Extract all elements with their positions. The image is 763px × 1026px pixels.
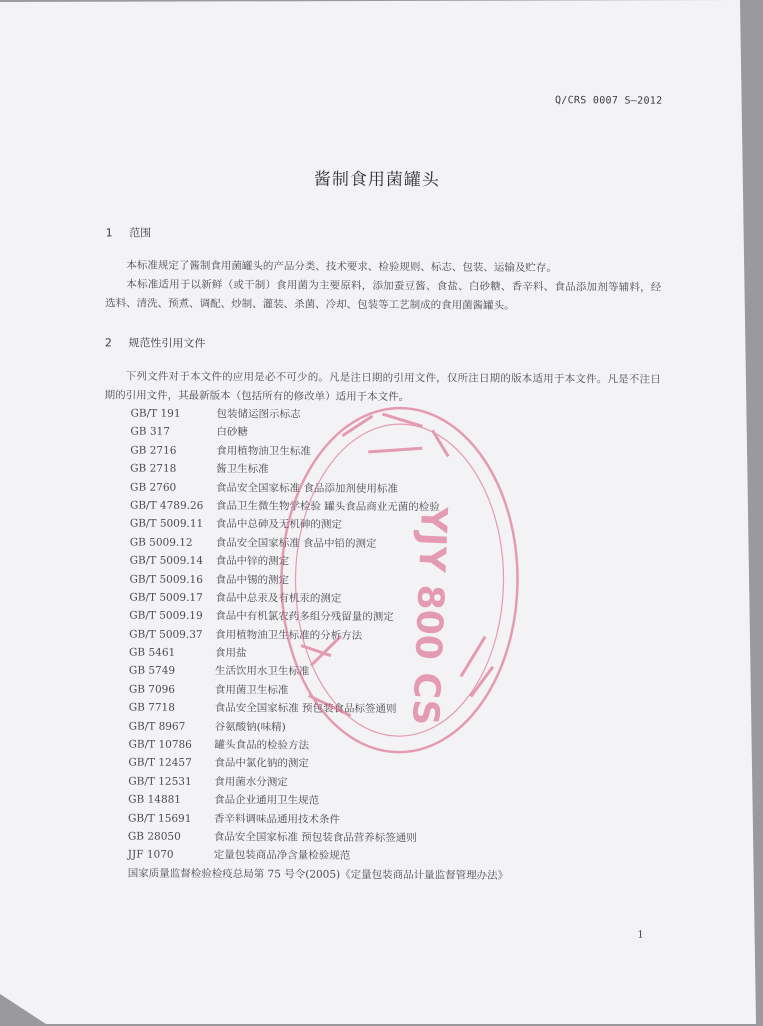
references-intro-paragraph: 下列文件对于本文件的应用是必不可少的。凡是注日期的引用文件，仅所注日期的版本适用于本文件。凡是不注日期的引用文件，其最新版本（包括所有的修改单）适用于本文件。 xyxy=(104,370,661,404)
reference-title: 食用植物油卫生标准 xyxy=(216,444,311,458)
reference-title: 食用菌水分测定 xyxy=(214,775,288,789)
section-1-heading xyxy=(106,224,152,240)
reference-title: 食品企业通用卫生规范 xyxy=(214,794,320,807)
reference-code: JJF 1070 xyxy=(127,848,174,862)
page-number: 1 xyxy=(637,929,644,941)
section-number: 2 xyxy=(104,336,112,350)
section-2-heading xyxy=(105,334,206,351)
section-1-body xyxy=(105,256,661,316)
reference-title: 食用盐 xyxy=(215,647,247,660)
reference-code: GB 5461 xyxy=(129,646,176,659)
reference-code: GB/T 191 xyxy=(130,407,181,420)
reference-code: GB 5009.12 xyxy=(129,536,193,549)
reference-title: 食用植物油卫生标准的分析方法 xyxy=(215,628,363,642)
reference-code: GB/T 12531 xyxy=(128,775,192,788)
reference-code: GB/T 10786 xyxy=(128,738,192,751)
reference-title: 食品卫生微生物学检验 罐头食品商业无菌的检验 xyxy=(215,499,440,514)
reference-title: 酱卫生标准 xyxy=(216,463,269,476)
reference-title: 食品中总汞及有机汞的测定 xyxy=(215,591,342,605)
reference-code: GB/T 5009.11 xyxy=(129,517,204,531)
reference-title: 国家质量监督检验检疫总局第 75 号令(2005)《定量包装商品计量监督管理办法》 xyxy=(127,867,509,882)
reference-code: GB 14881 xyxy=(128,793,182,806)
reference-title: 谷氨酸钠(味精) xyxy=(214,720,286,734)
reference-title: 食品中锡的测定 xyxy=(215,573,290,586)
reference-title: 食品安全国家标准 食品中铅的测定 xyxy=(215,536,377,550)
reference-title: 白砂糖 xyxy=(216,426,248,439)
reference-code: GB/T 4789.26 xyxy=(129,499,204,512)
reference-code: GB 7096 xyxy=(128,683,176,696)
reference-title: 食品中有机氯农药多组分残留量的测定 xyxy=(215,610,394,624)
reference-code: GB 2718 xyxy=(130,462,177,475)
reference-title: 食品安全国家标准 预包装食品营养标签通则 xyxy=(213,830,417,845)
reference-code: GB 2760 xyxy=(130,481,177,494)
section-title: 范围 xyxy=(129,226,152,240)
document-number: Q/CRS 0007 S—2012 xyxy=(554,95,663,107)
reference-title: 食品中总砷及无机砷的测定 xyxy=(215,518,342,532)
reference-code: GB 2716 xyxy=(130,444,177,457)
reference-code: GB 28050 xyxy=(127,830,181,843)
reference-code: GB/T 8967 xyxy=(128,720,186,733)
reference-title: 食品安全国家标准 食品添加剂使用标准 xyxy=(216,481,398,495)
reference-title: 定量包装商品净含量检验规范 xyxy=(213,849,351,863)
reference-code: GB/T 12457 xyxy=(128,756,192,770)
reference-code: GB/T 15691 xyxy=(128,812,192,825)
reference-code: GB/T 5009.16 xyxy=(129,572,203,586)
reference-title: 食品中氯化钠的测定 xyxy=(214,757,309,770)
section-2-intro xyxy=(105,367,661,408)
reference-title: 罐头食品的检验方法 xyxy=(214,739,310,752)
section-number: 1 xyxy=(105,226,113,240)
reference-title: 香辛料调味品通用技术条件 xyxy=(214,812,341,826)
reference-title: 食品安全国家标准 预包装食品标签通则 xyxy=(214,702,397,716)
document-title: 酱制食用菌罐头 xyxy=(313,169,441,191)
reference-code: GB 5749 xyxy=(128,664,176,678)
reference-title: 食用菌卫生标准 xyxy=(214,683,289,697)
reference-code: GB 7718 xyxy=(128,701,175,715)
reference-title: 食品中锌的测定 xyxy=(215,555,290,568)
reference-item xyxy=(128,864,648,886)
reference-code: GB/T 5009.17 xyxy=(129,591,203,604)
reference-title: 包装储运图示标志 xyxy=(216,407,301,421)
reference-code: GB/T 5009.37 xyxy=(129,628,203,641)
reference-code: GB 317 xyxy=(130,425,170,439)
scope-paragraph-1: 本标准规定了酱制食用菌罐头的产品分类、技术要求、检验规则、标志、包装、运输及贮存。 xyxy=(126,259,557,275)
reference-list xyxy=(128,404,651,885)
scope-paragraph-2: 本标准适用于以新鲜（或干制）食用菌为主要原料，添加蚕豆酱、食盐、白砂糖、香辛料、食品添加剂等辅料，经选料、清洗、预煮、调配、炒制、灌装、杀菌、冷却、包装等工艺制成的食用菌酱罐头。 xyxy=(105,278,662,312)
reference-code: GB/T 5009.19 xyxy=(129,609,203,623)
section-title: 规范性引用文件 xyxy=(128,336,206,350)
reference-code: GB/T 5009.14 xyxy=(129,554,204,568)
stamp-text: YJY 800 CS xyxy=(403,505,454,727)
reference-title: 生活饮用水卫生标准 xyxy=(214,665,310,679)
